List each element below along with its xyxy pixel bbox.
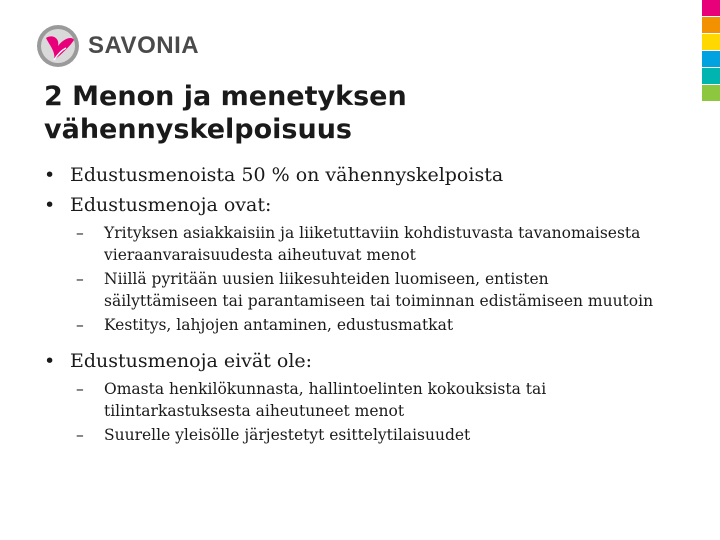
bullet-item [44, 160, 664, 190]
savonia-logo-icon [36, 24, 80, 68]
savonia-logo [36, 24, 199, 68]
color-bar [702, 85, 720, 101]
color-bar [702, 68, 720, 84]
sub-bullet-item [76, 314, 664, 336]
bullet-text: Edustusmenoja eivät ole: [70, 350, 313, 372]
color-bar [702, 17, 720, 33]
slide-title: 2 Menon ja menetyksen vähennyskelpoisuus [44, 81, 407, 145]
color-bar [702, 51, 720, 67]
slide-content [44, 160, 664, 452]
sub-bullet-item [76, 378, 664, 422]
dash-marker: – [76, 316, 84, 334]
bullet-item [44, 346, 664, 376]
color-bar [702, 0, 720, 16]
sub-bullet-text: Suurelle yleisölle järjestetyt esittelytilaisuudet [104, 426, 471, 444]
sub-bullet-text: Kestitys, lahjojen antaminen, edustusmatkat [104, 316, 454, 334]
dash-marker: – [76, 270, 84, 288]
sub-list [76, 378, 664, 446]
sub-bullet-text: Omasta henkilökunnasta, hallintoelinten kokouksista tai tilintarkastuksesta aiheutuneet menot [104, 380, 547, 420]
sub-bullet-item [76, 268, 664, 312]
bullet-text: Edustusmenoista 50 % on vähennyskelpoista [70, 164, 504, 186]
logo-text: SAVONIA [88, 32, 200, 59]
sub-bullet-item [76, 222, 664, 266]
sub-bullet-item [76, 424, 664, 446]
bullet-text: Edustusmenoja ovat: [70, 194, 272, 216]
color-bars [702, 0, 720, 100]
sub-bullet-text: Yrityksen asiakkaisiin ja liiketuttaviin kohdistuvasta tavanomaisesta vieraanvaraisuudesta aiheutuvat menot [104, 224, 641, 264]
bullet-marker: • [44, 164, 56, 186]
bullet-item [44, 190, 664, 220]
bullet-marker: • [44, 350, 56, 372]
dash-marker: – [76, 380, 84, 398]
sub-list [76, 222, 664, 336]
dash-marker: – [76, 224, 84, 242]
bullet-marker: • [44, 194, 56, 216]
sub-bullet-text: Niillä pyritään uusien liikesuhteiden luomiseen, entisten säilyttämiseen tai parantamiseen tai toiminnan edistämiseen muutoin [104, 270, 654, 310]
color-bar [702, 34, 720, 50]
dash-marker: – [76, 426, 84, 444]
